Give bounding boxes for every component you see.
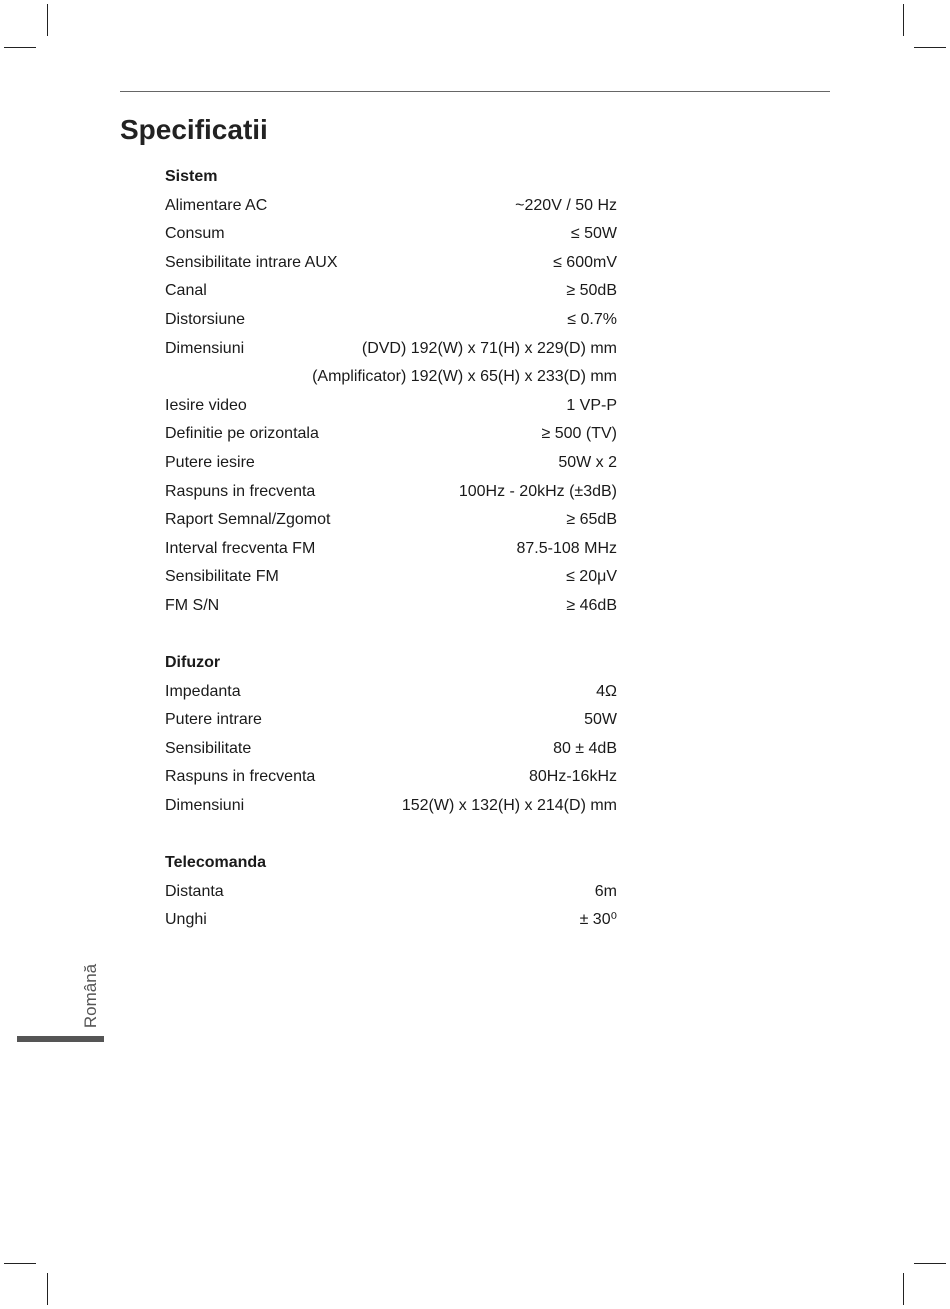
spec-value: ≥ 50dB <box>566 282 617 300</box>
section-heading: Telecomanda <box>165 854 267 872</box>
spec-row <box>165 249 617 278</box>
spec-label: Canal <box>165 282 207 300</box>
header-rule <box>120 91 830 92</box>
spec-row <box>165 392 617 421</box>
spec-label: Sensibilitate FM <box>165 568 279 586</box>
spec-value: ≥ 46dB <box>566 596 617 614</box>
section-spacer <box>165 821 617 850</box>
spec-value: 80Hz-16kHz <box>528 768 617 786</box>
spec-value: ~220V / 50 Hz <box>515 196 617 214</box>
spec-label: Distorsiune <box>165 310 246 328</box>
spec-row <box>165 449 617 478</box>
language-tab-bar <box>17 1036 104 1042</box>
spec-label: Iesire video <box>165 396 247 414</box>
spec-row <box>165 277 617 306</box>
spec-value: 50W x 2 <box>558 453 617 471</box>
spec-row <box>165 478 617 507</box>
spec-value: ≥ 65dB <box>566 511 617 529</box>
spec-label: Putere intrare <box>165 711 262 729</box>
spec-label: Distanta <box>165 882 224 900</box>
crop-mark-bottom-right-h <box>914 1263 946 1264</box>
spec-value: 1 VP-P <box>566 396 617 414</box>
spec-row <box>165 506 617 535</box>
spec-row <box>165 192 617 221</box>
spec-label: Dimensiuni <box>165 797 245 815</box>
section-heading: Sistem <box>165 168 218 185</box>
spec-row <box>165 335 617 364</box>
crop-mark-bottom-right-v <box>903 1273 904 1305</box>
section-heading: Difuzor <box>165 654 221 672</box>
spec-label: Alimentare AC <box>165 196 268 214</box>
spec-row <box>165 763 617 792</box>
spec-label: FM S/N <box>165 596 220 614</box>
spec-row <box>165 592 617 621</box>
spec-row <box>165 363 617 392</box>
spec-row <box>165 563 617 592</box>
spec-value: 50W <box>584 711 617 729</box>
crop-mark-bottom-left-v <box>47 1273 48 1305</box>
spec-value: ≤ 50W <box>570 225 617 243</box>
spec-value: 4Ω <box>596 682 617 700</box>
spec-row <box>165 906 617 935</box>
spec-row <box>165 306 617 335</box>
specifications-list <box>165 163 617 935</box>
crop-mark-top-right-v <box>903 4 904 36</box>
spec-row <box>165 535 617 564</box>
spec-label: Sensibilitate <box>165 739 252 757</box>
spec-value: 152(W) x 132(H) x 214(D) mm <box>401 797 617 815</box>
spec-row <box>165 878 617 907</box>
language-tab <box>66 960 116 1032</box>
spec-value: ≤ 600mV <box>553 253 617 271</box>
spec-label: Raport Semnal/Zgomot <box>165 511 331 529</box>
crop-mark-top-left-h <box>4 47 36 48</box>
spec-value: 87.5-108 MHz <box>516 539 617 557</box>
crop-mark-top-right-h <box>914 47 946 48</box>
spec-label: Raspuns in frecventa <box>165 482 316 500</box>
spec-row <box>165 420 617 449</box>
spec-label: Interval frecventa FM <box>165 539 316 557</box>
spec-row <box>165 792 617 821</box>
crop-mark-top-left-v <box>47 4 48 36</box>
spec-value: 6m <box>594 882 617 900</box>
spec-label: Definitie pe orizontala <box>165 425 319 443</box>
section-spacer <box>165 621 617 650</box>
spec-value: (DVD) 192(W) x 71(H) x 229(D) mm <box>361 339 617 357</box>
page-title: Specificatii <box>120 114 268 145</box>
spec-value: ≤ 0.7% <box>567 310 617 328</box>
spec-row <box>165 220 617 249</box>
spec-value: 80 ± 4dB <box>553 739 617 757</box>
spec-label: Unghi <box>165 911 207 929</box>
spec-label: Dimensiuni <box>165 339 245 357</box>
spec-value: (Amplificator) 192(W) x 65(H) x 233(D) mm <box>312 368 617 386</box>
spec-label: Sensibilitate intrare AUX <box>165 253 338 271</box>
spec-label: Raspuns in frecventa <box>165 768 316 786</box>
spec-value: ± 30⁰ <box>579 911 617 929</box>
spec-label: Consum <box>165 225 225 243</box>
spec-row <box>165 735 617 764</box>
spec-value: 100Hz - 20kHz (±3dB) <box>458 482 617 500</box>
spec-value: ≥ 500 (TV) <box>541 425 617 443</box>
spec-label: Impedanta <box>165 682 241 700</box>
crop-mark-bottom-left-h <box>4 1263 36 1264</box>
spec-row <box>165 706 617 735</box>
spec-label: Putere iesire <box>165 453 255 471</box>
spec-value: ≤ 20μV <box>566 568 617 586</box>
spec-row <box>165 678 617 707</box>
language-tab-label: Română <box>81 963 100 1029</box>
